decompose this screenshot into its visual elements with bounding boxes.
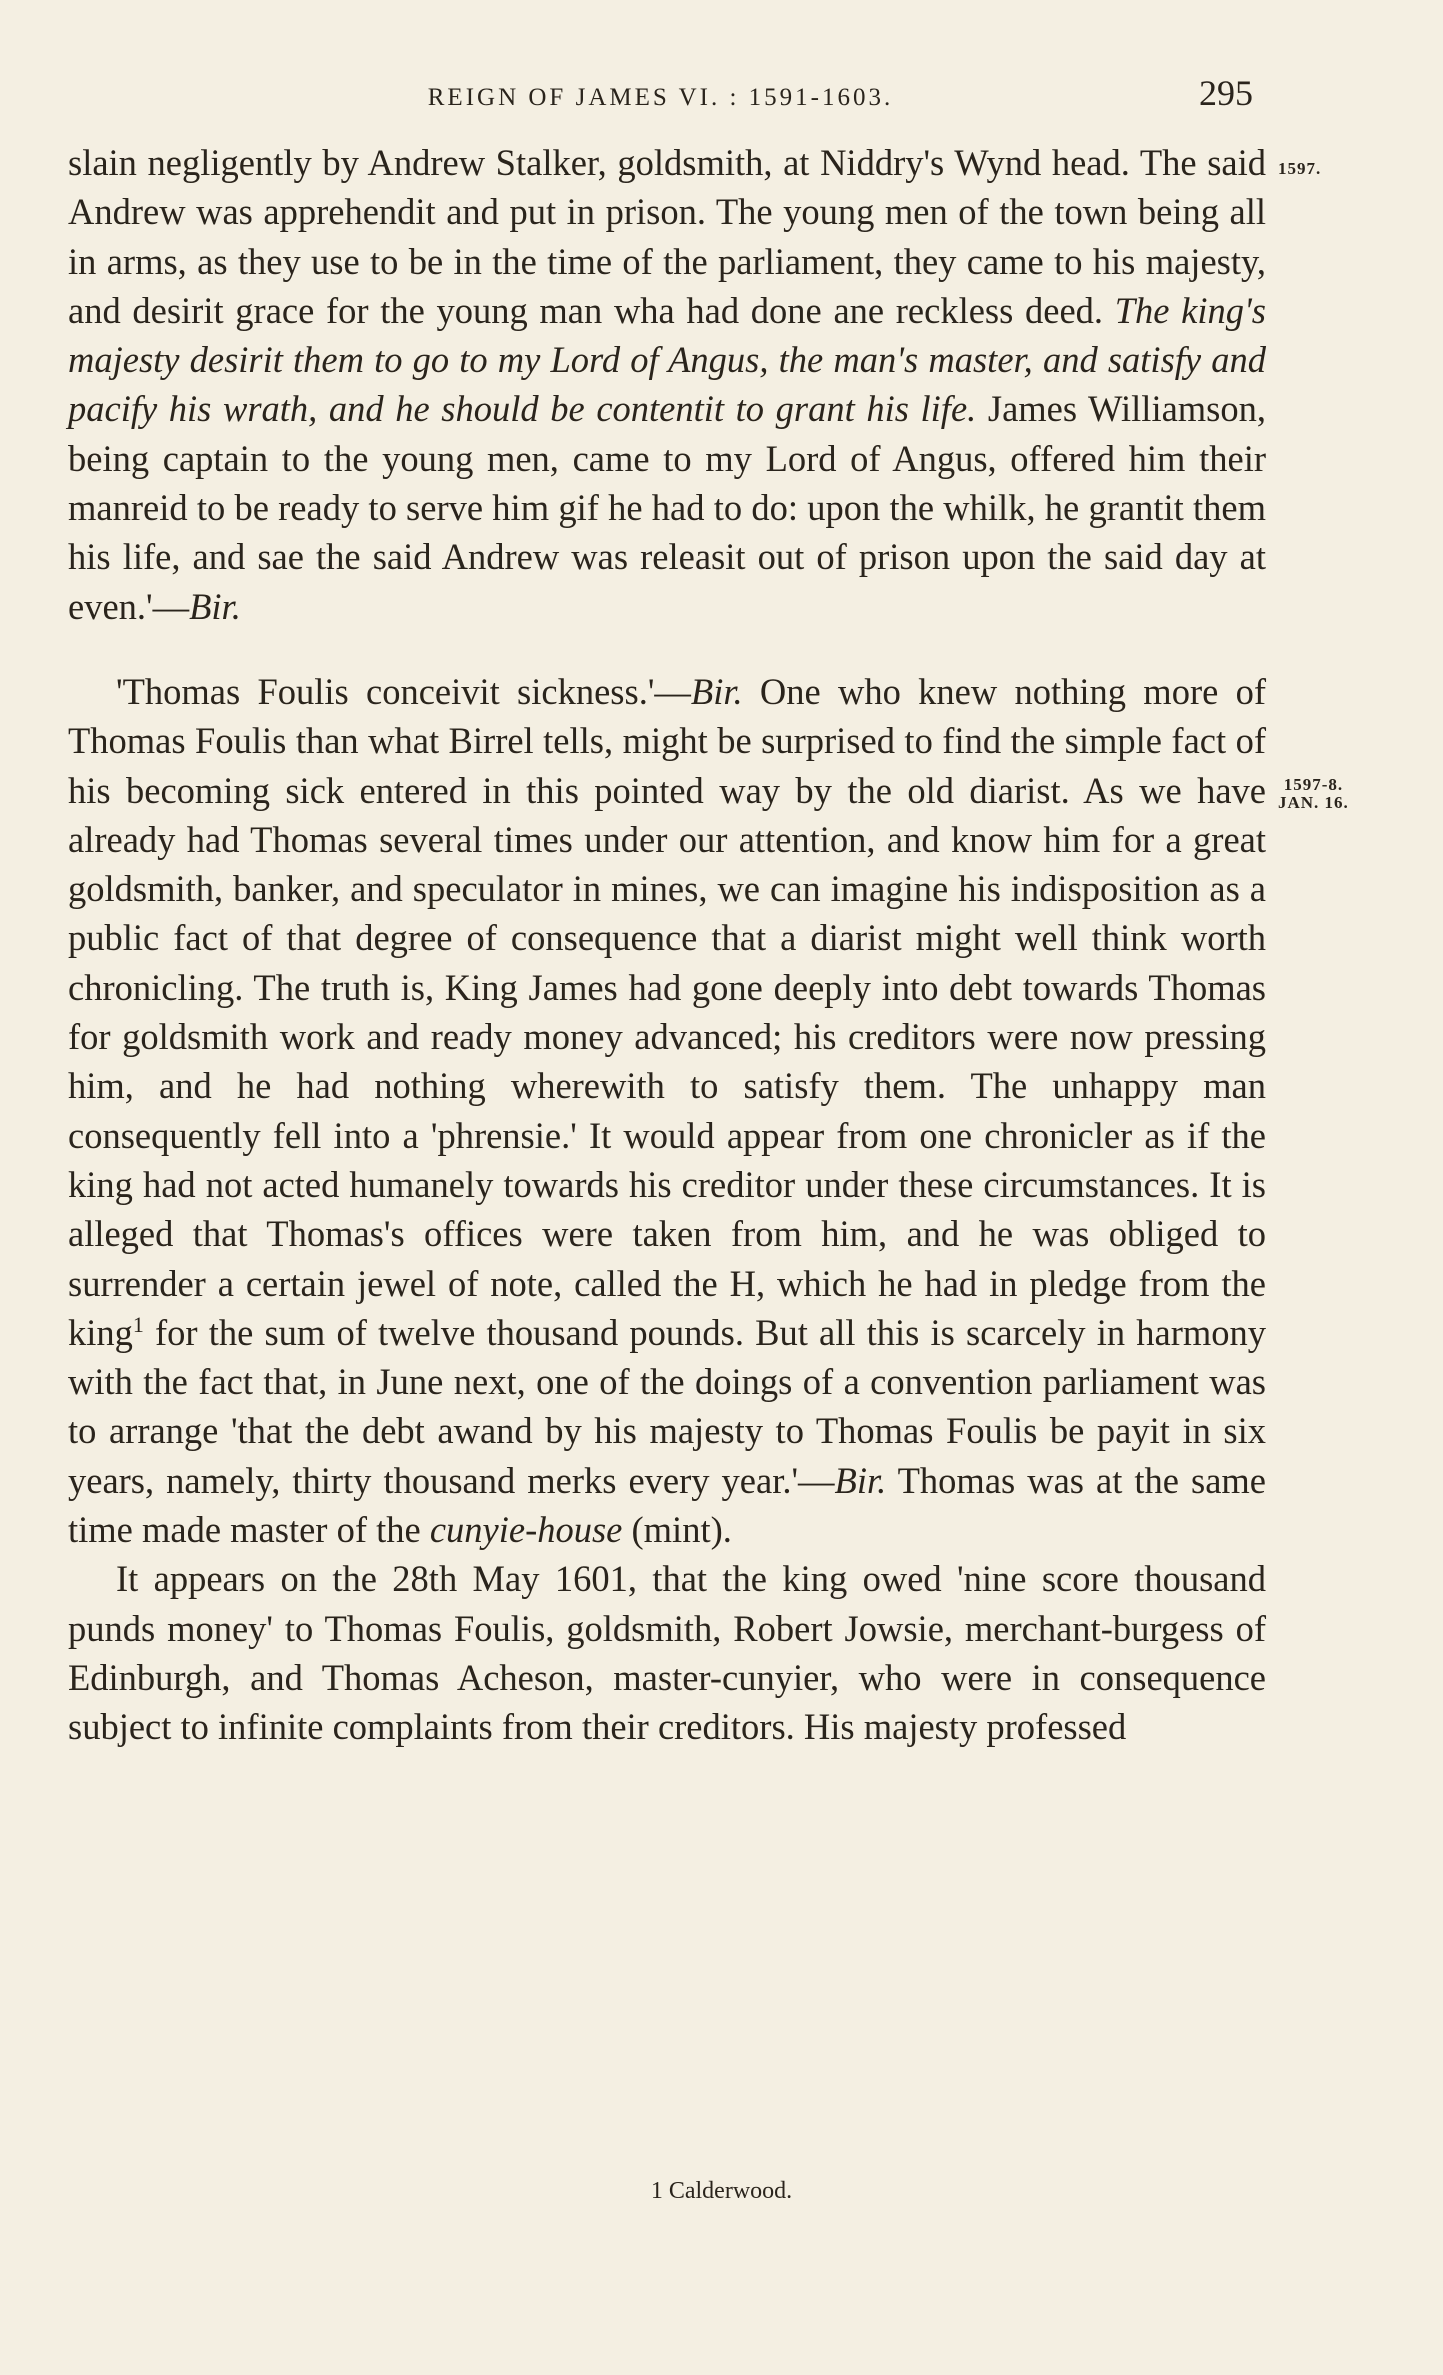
paragraph-2-text-c: for the sum of twelve thousand pounds. But all this is scarcely in harmony with the fact that, in June next, one of the doings of a convention parliament was to arrange 'that the debt awand by his majesty to Thomas Foulis be payit in six years, namely, thirty thousand merks every year.'—	[68, 1311, 1266, 1501]
paragraph-2-text-b: One who knew nothing more of Thomas Foulis than what Birrel tells, might be surprised to find the simple fact of his becoming sick entered in this pointed way by the old diarist. As we have already had Thomas several times under our attention, and know him for a great goldsmith, banker, and speculator in mines, we can imagine his indisposition as a public fact of that degree of consequence that a diarist might well think worth chronicling. The truth is, King James had gone deeply into debt towards Thomas for goldsmith work and ready money advanced; his creditors were now pressing him, and he had nothing wherewith to satisfy them. The unhappy man consequently fell into a 'phrensie.' It would appear from one chronicler as if the king had not acted humanely towards his creditor under these circumstances. It is alleged that Thomas's offices were taken from him, and he was obliged to surrender a certain jewel of note, called the H, which he had in pledge from the king	[68, 670, 1266, 1353]
paragraph-3: It appears on the 28th May 1601, that the king owed 'nine score thousand punds money' to Thomas Foulis, goldsmith, Robert Jowsie, merchant-burgess of Edinburgh, and Thomas Acheson, master-cunyier, who were in consequence subject to infinite complaints from their creditors. His majesty professed	[68, 1558, 1266, 1748]
footnote-marker: 1	[132, 1311, 144, 1337]
paragraph-1-text-b: James Williamson, being captain to the young men, came to my Lord of Angus, offered him their manreid to be ready to serve him gif he had to do: upon the whilk, he grantit them his life, and sae the said Andrew was releasit out of prison upon the said day at even.'—	[68, 388, 1267, 627]
margin-note-year-text: 1597.	[1278, 159, 1322, 178]
running-title: REIGN OF JAMES VI. : 1591-1603.	[427, 84, 894, 111]
paragraph-2	[68, 667, 1266, 1554]
margin-note-date	[1278, 776, 1349, 812]
margin-note-year	[1278, 160, 1321, 178]
paragraph-2-text-a: 'Thomas Foulis conceivit sickness.'—	[116, 670, 691, 712]
paragraph-2-text-d: Thomas was at the same time made master of the	[68, 1459, 1266, 1551]
paragraph-2-citation-1: Bir.	[690, 670, 743, 712]
paragraph-2-italic-term: cunyie-house	[429, 1509, 623, 1551]
paragraph-2-citation-2: Bir.	[834, 1459, 887, 1501]
footnote: 1 Calderwood.	[650, 2178, 793, 2204]
paragraph-1-citation: Bir.	[189, 585, 241, 627]
paragraph-1	[68, 138, 1266, 631]
page-number: 295	[1199, 73, 1253, 113]
body-text	[68, 138, 1266, 1752]
margin-note-date-day: JAN. 16.	[1278, 793, 1349, 812]
margin-note-date-year: 1597-8.	[1283, 775, 1344, 794]
running-head	[68, 72, 1253, 122]
paragraph-2-text-e: (mint).	[622, 1509, 732, 1551]
paragraph-1-italic-quote: The king's majesty desirit them to go to my Lord of Angus, the man's master, and satisfy and pacify his wrath, and he should be contentit to grant his life.	[68, 289, 1267, 430]
paragraph-1-text-a: slain negligently by Andrew Stalker, goldsmith, at Niddry's Wynd head. The said Andrew was apprehendit and put in prison. The young men of the town being all in arms, as they use to be in the time of the parliament, they came to his majesty, and desirit grace for the young man wha had done ane reckless deed.	[68, 142, 1266, 331]
